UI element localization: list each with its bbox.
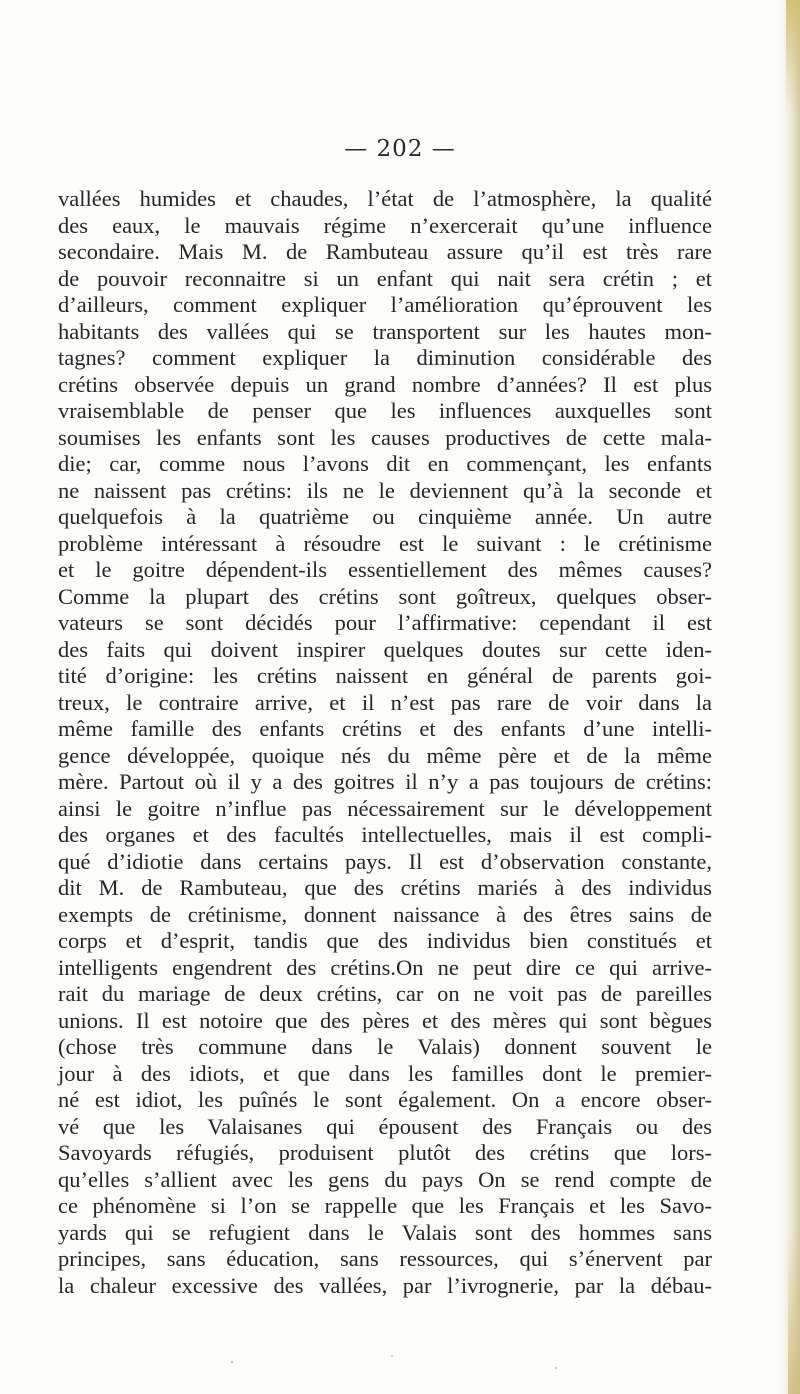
text-line: la chaleur excessive des vallées, par l’ivrognerie, par la débau-: [58, 1272, 712, 1298]
text-line: des faits qui doivent inspirer quelques doutes sur cette iden-: [58, 636, 712, 662]
text-line: corps et d’esprit, tandis que des individus bien constitués et: [58, 928, 712, 953]
text-line: secondaire. Mais M. de Rambuteau assure qu’il est très rare: [58, 239, 712, 264]
text-line: qu’elles s’allient avec les gens du pays On se rend compte de: [58, 1166, 712, 1192]
text-line: de pouvoir reconnaitre si un enfant qui nait sera crétin ; et: [58, 265, 712, 291]
text-line: Savoyards réfugiés, produisent plutôt des crétins que lors-: [58, 1140, 712, 1165]
page-edge-stain-bottom: [788, 1234, 800, 1394]
text-line: die; car, comme nous l’avons dit en commençant, les enfants: [58, 451, 712, 476]
text-line: né est idiot, les puînés le sont également. On a encore obser-: [58, 1087, 712, 1112]
text-line: yards qui se refugient dans le Valais sont des hommes sans: [58, 1219, 712, 1245]
text-line: dit M. de Rambuteau, que des crétins mariés à des individus: [58, 875, 712, 900]
text-line: ainsi le goitre n’influe pas nécessairement sur le développement: [58, 795, 712, 821]
text-line: problème intéressant à résoudre est le suivant : le crétinisme: [58, 530, 712, 556]
text-line: rait du mariage de deux crétins, car on ne voit pas de pareilles: [58, 981, 712, 1006]
page-edge-stain-top: [786, 0, 800, 110]
text-line: ne naissent pas crétins: ils ne le deviennent qu’à la seconde et: [58, 477, 712, 503]
body-paragraph: [58, 186, 712, 1299]
text-line: treux, le contraire arrive, et il n’est pas rare de voir dans la: [58, 689, 712, 715]
text-line: habitants des vallées qui se transportent sur les hautes mon-: [58, 318, 712, 344]
text-line: qué d’idiotie dans certains pays. Il est d’observation constante,: [58, 848, 712, 874]
text-line: unions. Il est notoire que des pères et des mères qui sont bègues: [58, 1007, 712, 1033]
text-line: tité d’origine: les crétins naissent en général de parents goi-: [58, 663, 712, 688]
page-number: — 202 —: [344, 136, 456, 162]
text-line: gence développée, quoique nés du même père et de la même: [58, 742, 712, 768]
text-line: quelquefois à la quatrième ou cinquième année. Un autre: [58, 504, 712, 529]
text-line: tagnes? comment expliquer la diminution considérable des: [58, 345, 712, 370]
text-line: (chose très commune dans le Valais) donnent souvent le: [58, 1034, 712, 1059]
text-line: vallées humides et chaudes, l’état de l’atmosphère, la qualité: [58, 186, 712, 211]
text-line: intelligents engendrent des crétins.On ne peut dire ce qui arrive-: [58, 954, 712, 980]
text-line: principes, sans éducation, sans ressources, qui s’énervent par: [58, 1246, 712, 1271]
text-line: des eaux, le mauvais régime n’exercerait qu’une influence: [58, 212, 712, 238]
text-line: des organes et des facultés intellectuelles, mais il est compli-: [58, 822, 712, 847]
page-edge-shadow: [778, 0, 800, 1394]
text-line: Comme la plupart des crétins sont goîtreux, quelques obser-: [58, 583, 712, 609]
text-line: mère. Partout où il y a des goitres il n’y a pas toujours de crétins:: [58, 769, 712, 794]
text-line: ce phénomène si l’on se rappelle que les Français et les Savo-: [58, 1193, 712, 1218]
text-line: jour à des idiots, et que dans les familles dont le premier-: [58, 1060, 712, 1086]
text-line: vé que les Valaisanes qui épousent des Français ou des: [58, 1113, 712, 1139]
text-line: soumises les enfants sont les causes productives de cette mala-: [58, 424, 712, 450]
text-line: même famille des enfants crétins et des enfants d’une intelli-: [58, 716, 712, 741]
text-line: vraisemblable de penser que les influences auxquelles sont: [58, 398, 712, 423]
text-line: exempts de crétinisme, donnent naissance à des êtres sains de: [58, 901, 712, 927]
text-line: crétins observée depuis un grand nombre d’années? Il est plus: [58, 371, 712, 397]
text-line: vateurs se sont décidés pour l’affirmative: cependant il est: [58, 610, 712, 635]
text-line: d’ailleurs, comment expliquer l’amélioration qu’éprouvent les: [58, 292, 712, 317]
text-line: et le goitre dépendent-ils essentiellement des mêmes causes?: [58, 557, 712, 582]
